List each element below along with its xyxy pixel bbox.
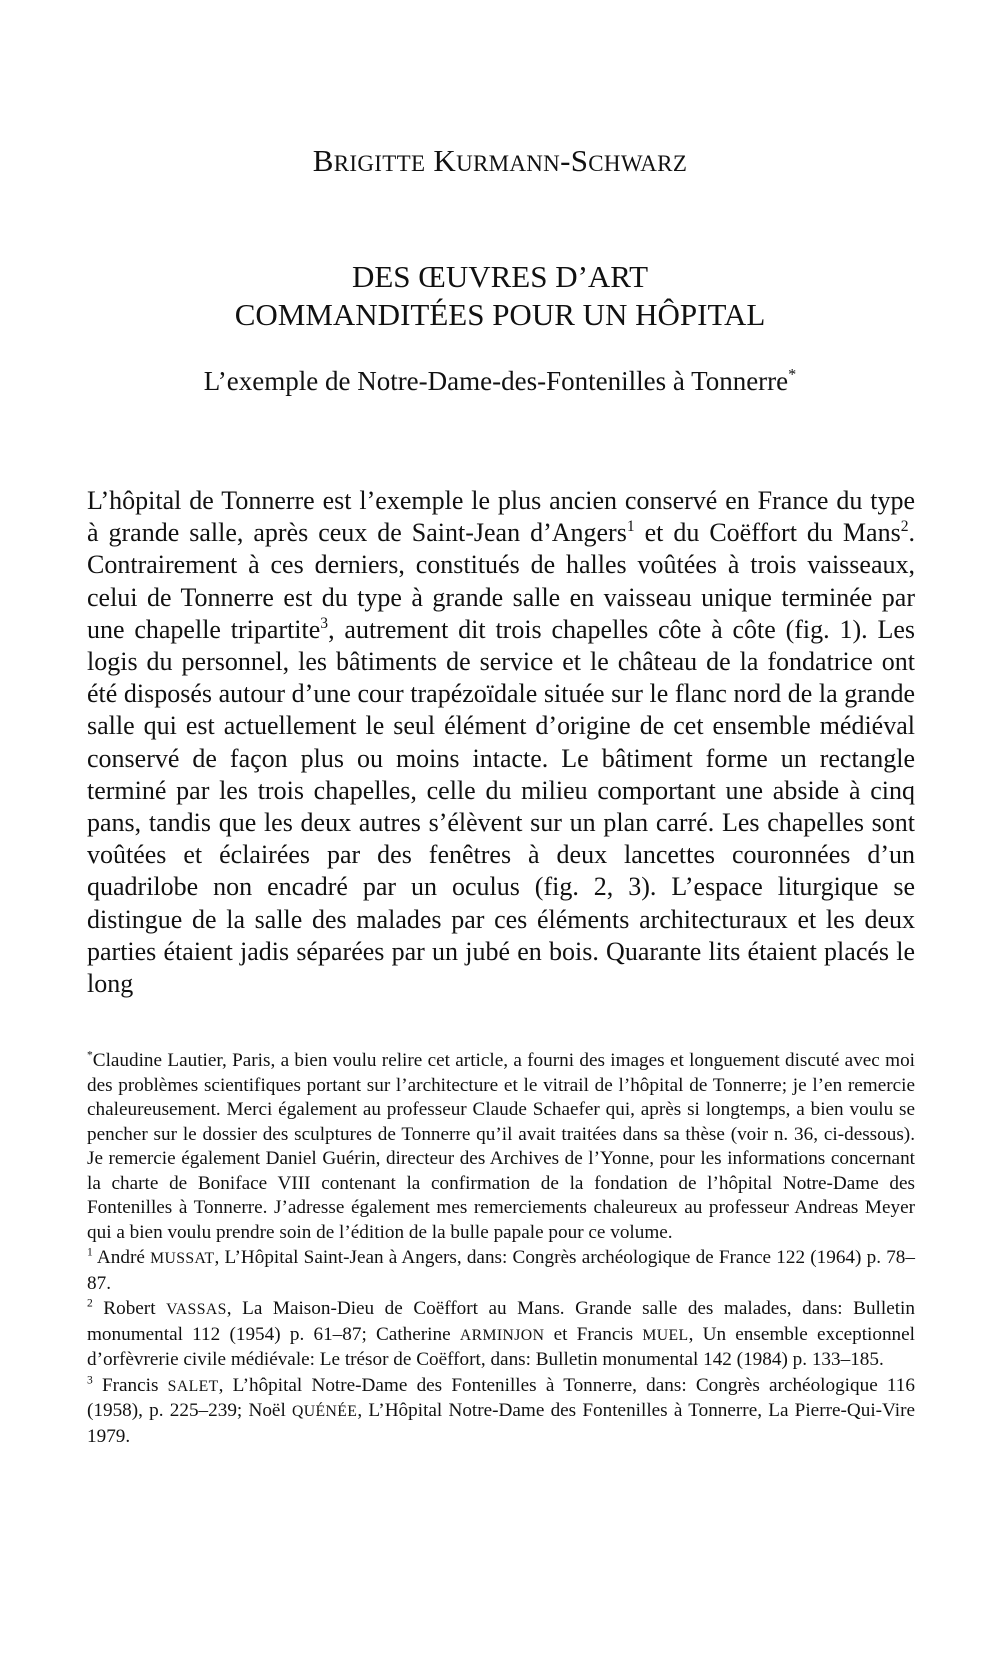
subtitle-text: L’exemple de Notre-Dame-des-Fontenilles à Tonnerre [203,366,789,396]
paragraph [87,485,915,1000]
footnote-text: , L’hôpital Notre-Dame des Fontenilles à Tonnerre, dans: Congrès archéologique 116 (1958), p. 225–239; Noël [87,1374,915,1421]
footnote-number: 2 [87,1297,93,1310]
author-text: RIGITTE [333,151,426,176]
footnote-text: , La Maison-Dieu de Coëffort au Mans. Grande salle des malades, dans: Bulletin monumental 112 (1954) p. 61–87; Catherine [87,1298,915,1345]
author-initial: K [433,143,457,178]
footnote-star [87,1049,915,1245]
footnote-ref: 1 [626,518,635,536]
footnote-text: Robert [92,1298,167,1319]
author-initial: S [570,143,589,178]
footnote-text: , L’Hôpital Notre-Dame des Fontenilles à Tonnerre, La Pierre-Qui-Vire 1979. [87,1400,915,1447]
footnote-number: 1 [87,1246,93,1259]
footnote-1 [87,1246,915,1296]
footnote-number: 3 [87,1374,93,1387]
author-surname: ARMINJON [459,1326,545,1344]
text-run: . Contrairement à ces derniers, constitués de halles voûtées à trois vaisseaux, celui de Tonnerre est du type à grande salle en vaisseau unique terminée par une chapelle tripartite [87,518,915,644]
footnote-marker: * [788,365,797,384]
footnote-text: André [92,1247,151,1268]
footnote-2 [87,1297,915,1373]
text-run: , autrement dit trois chapelles côte à côte (fig. 1). Les logis du personnel, les bâtiments de service et le château de la fondatrice ont été disposés autour d’une cour trapézoïdale située sur le flanc nord de la grande salle qui est actuellement le seul élément d’origine de cet ensemble médiéval conservé de façon plus ou moins intacte. Le bâtiment forme un rectangle terminé par les trois chapelles, celle du milieu comportant une abside à cinq pans, tandis que les deux autres s’élèvent sur un plan carré. Les chapelles sont voûtées et éclairées par des fenêtres à deux lancettes couronnées d’un quadrilobe non encadré par un oculus (fig. 2, 3). L’espace liturgique se distingue de la salle des malades par ces éléments architecturaux et les deux parties étaient jadis séparées par un jubé en bois. Quarante lits étaient placés le long [87,614,915,999]
footnote-text: Claudine Lautier, Paris, a bien voulu relire cet article, a fourni des images et longuement discuté avec moi des problèmes scientifiques portant sur l’architecture et le vitrail de l’hôpital de Tonnerre; je l’en remercie chaleureusement. Merci également au professeur Claude Schaefer qui, après si longtemps, a bien voulu se pencher sur le dossier des sculptures de Tonnerre qu’il avait traitées dans sa thèse (voir n. 36, ci-dessous). Je remercie également Daniel Guérin, directeur des Archives de l’Yonne, pour les informations concernant la charte de Boniface VIII contenant la confirmation de la fondation de l’hôpital Notre-Dame des Fontenilles à Tonnerre. J’adresse également mes remerciements chaleureux au professeur Andreas Meyer qui a bien voulu prendre soin de l’édition de la bulle papale pour ce volume. [87,1050,915,1243]
text-run: et du Coëffort du Mans [634,518,901,548]
author-surname: SALET [167,1377,219,1395]
footnote-3 [87,1374,915,1450]
footnote-text: , Un ensemble exceptionnel d’orfèvrerie civile médiévale: Le trésor de Coëffort, dans: Bulletin monumental 142 (1984) p. 133–185. [87,1323,915,1370]
author-surname: MUSSAT [150,1250,215,1267]
footnote-text: , L’Hôpital Saint-Jean à Angers, dans: Congrès archéologique de France 122 (1964) p. 78–87. [87,1247,915,1294]
text-run: L’hôpital de Tonnerre est l’exemple le plus ancien conservé en France du type à grande salle, après ceux de Saint-Jean d’Angers [87,486,915,548]
author-name: BRIGITTE KURMANN-SCHWARZ [312,143,688,178]
author-initial: B [312,143,334,178]
body-text [87,485,915,1000]
article-title [0,258,1000,334]
author-text: URMANN [456,151,561,176]
title-line-1: DES ŒUVRES D’ART [351,259,649,294]
author-surname: VASSAS [166,1301,227,1318]
author-surname: QUÉNÉE [292,1403,358,1420]
footnote-ref: 3 [320,614,329,632]
footnote-text: et Francis [544,1323,643,1345]
author-surname: MUEL [642,1326,689,1344]
footnote-ref: 2 [900,518,909,536]
title-line-2: COMMANDITÉES POUR UN HÔPITAL [234,297,766,332]
footnotes [87,1049,915,1449]
footnote-text: Francis [92,1374,168,1396]
footnote-marker: * [87,1049,93,1062]
author-text: CHWARZ [588,151,688,176]
article-subtitle [0,366,1000,397]
